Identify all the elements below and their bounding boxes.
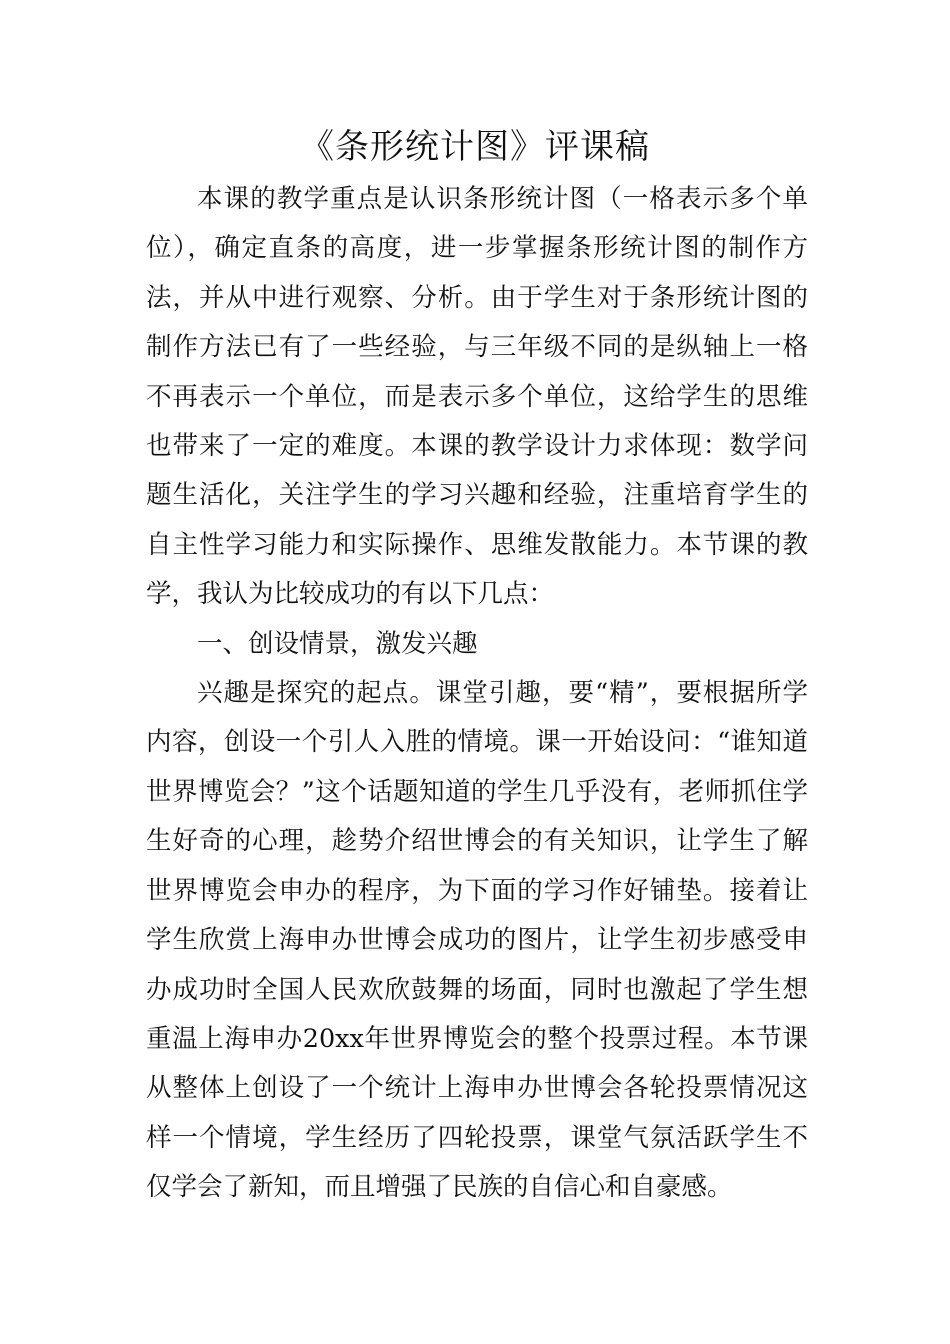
paragraph-intro: 本课的教学重点是认识条形统计图（一格表示多个单位），确定直条的高度，进一步掌握条形统计图的制作方法，并从中进行观察、分析。由于学生对于条形统计图的制作方法已有了一些经验，与三年级不同的是纵轴上一格不再表示一个单位，而是表示多个单位，这给学生的思维也带来了一定的难度。本课的教学设计力求体现：数学问题生活化，关注学生的学习兴趣和经验，注重培育学生的自主性学习能力和实际操作、思维发散能力。本节课的教学，我认为比较成功的有以下几点：	[146, 184, 808, 610]
document-body	[146, 175, 808, 1213]
paragraph-interest: 兴趣是探究的起点。课堂引趣，要“精”，要根据所学内容，创设一个引人入胜的情境。课一开始设问：“谁知道世界博览会？”这个话题知道的学生几乎没有，老师抓住学生好奇的心理，趁势介绍世博会的有关知识，让学生了解世界博览会申办的程序，为下面的学习作好铺垫。接着让学生欣赏上海申办世博会成功的图片，让学生初步感受申办成功时全国人民欢欣鼓舞的场面，同时也激起了学生想重温上海申办20xx年世界博览会的整个投票过程。本节课从整体上创设了一个统计上海申办世博会各轮投票情况这样一个情境，学生经历了四轮投票，课堂气氛活跃学生不仅学会了新知，而且增强了民族的自信心和自豪感。	[146, 678, 808, 1203]
document-title: 《条形统计图》评课稿	[300, 127, 650, 167]
section-heading-1: 一、创设情景，激发兴趣	[197, 628, 478, 659]
